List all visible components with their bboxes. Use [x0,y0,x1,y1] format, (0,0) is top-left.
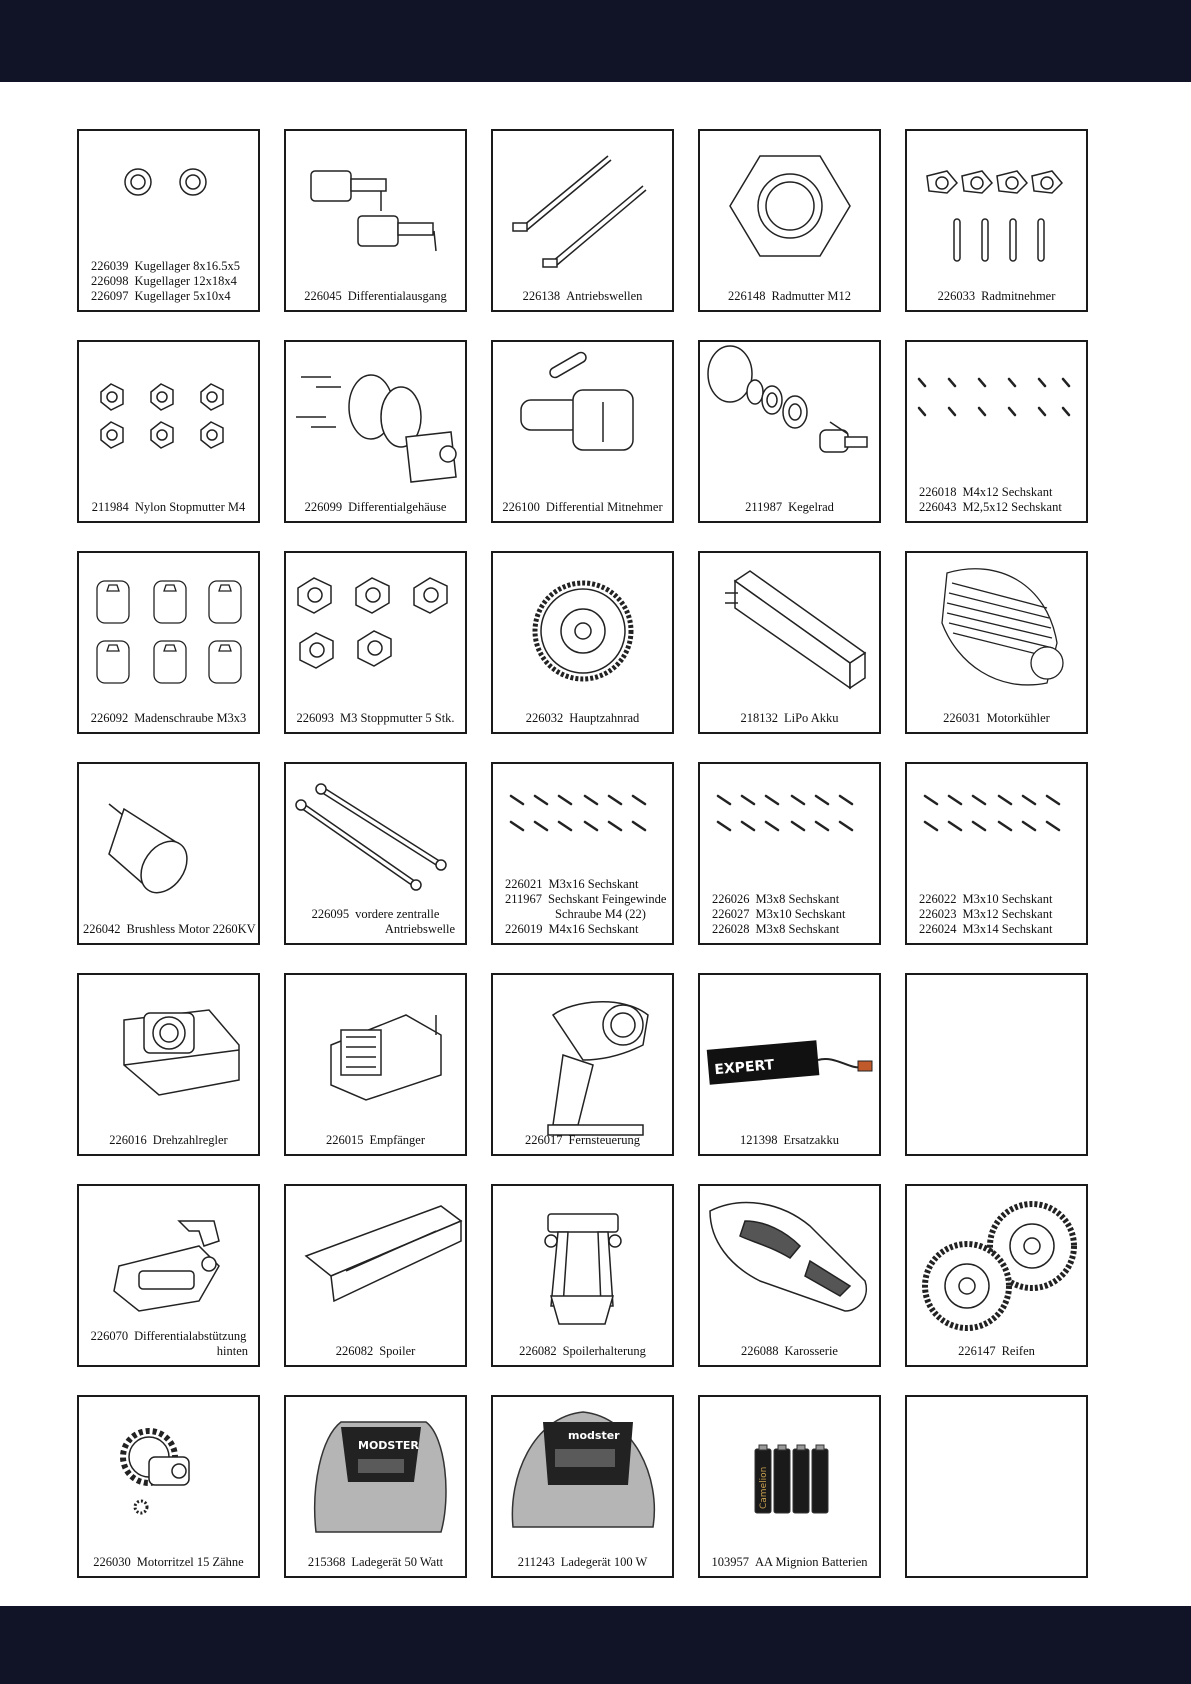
part-caption: 226031 Motorkühler [943,711,1050,725]
part-cell-103957 [698,1395,881,1578]
lipo-battery-icon [700,553,881,734]
body-shell-icon [700,1186,881,1367]
speed-controller-icon [79,975,260,1156]
spoiler-mount-icon [493,1186,674,1367]
part-cell-211984 [77,340,260,523]
part-cell-226017 [491,973,674,1156]
part-caption: 121398 Ersatzakku [739,1133,840,1147]
part-caption: 226030 Motorritzel 15 Zähne [93,1555,244,1569]
bevel-gear-icon [700,342,881,523]
part-cell-226031 [905,551,1088,734]
part-caption: 226099 Differentialgehäuse [304,500,447,514]
part-cell-226039 [77,129,260,312]
wheel-nut-icon [700,131,881,312]
spoiler-icon [286,1186,467,1367]
part-cell-226015 [284,973,467,1156]
pinion-gear-icon [79,1397,260,1578]
part-cell-226095 [284,762,467,945]
part-cell-211243 [491,1395,674,1578]
part-cell-226021 [491,762,674,945]
part-caption: 103957 AA Mignion Batterien [711,1555,868,1569]
part-caption: 211987 Kegelrad [745,500,834,514]
battery-pack-icon [700,975,881,1156]
part-caption: 226026 M3x8 Sechskant 226027 M3x10 Sechskant 226028 M3x8 Sechskant [712,892,846,936]
part-cell-211987 [698,340,881,523]
motor-heatsink-icon [907,553,1088,734]
set-screw-icon [79,553,260,734]
part-caption: 226017 Fernsteuerung [524,1133,640,1147]
part-caption: 226093 M3 Stoppmutter 5 Stk. [296,711,455,725]
part-caption: 226082 Spoilerhalterung [519,1344,646,1358]
part-caption: 211984 Nylon Stopmutter M4 [91,500,246,514]
part-caption: 226088 Karosserie [741,1344,838,1358]
aa-batteries-icon [700,1397,881,1578]
part-caption: 226070 Differentialabstützung hinten [90,1329,248,1358]
part-cell-226093 [284,551,467,734]
top-band [0,0,1191,82]
part-cell-226138 [491,129,674,312]
part-caption: 226095 vordere zentralle Antriebswelle [311,907,455,936]
wheel-hub-icon [907,131,1088,312]
part-cell-226082a [284,1184,467,1367]
charger-logo: modster [568,1429,620,1442]
receiver-icon [286,975,467,1156]
brushless-motor-icon [79,764,260,945]
part-cell-215368 [284,1395,467,1578]
differential-drive-cup-icon [493,342,674,523]
part-cell-226030 [77,1395,260,1578]
part-cell-226022 [905,762,1088,945]
part-caption: 226016 Drehzahlregler [109,1133,228,1147]
part-cell-226099 [284,340,467,523]
hex-nut-icon [79,342,260,523]
charger-icon [286,1397,467,1578]
part-caption: 226082 Spoiler [335,1344,416,1358]
part-caption: 226032 Hauptzahnrad [525,711,640,725]
empty-cell [905,973,1088,1156]
part-caption: 226015 Empfänger [325,1133,426,1147]
part-cell-226032 [491,551,674,734]
part-cell-226026 [698,762,881,945]
part-caption: 226100 Differential Mitnehmer [502,500,663,514]
part-caption: 211243 Ladegerät 100 W [517,1555,648,1569]
charger-logo: MODSTER [358,1439,419,1452]
tire-icon [907,1186,1088,1367]
part-cell-121398 [698,973,881,1156]
part-cell-226016 [77,973,260,1156]
spur-gear-icon [493,553,674,734]
differential-outdrive-icon [286,131,467,312]
part-caption: 226018 M4x12 Sechskant 226043 M2,5x12 Sechskant [919,485,1062,514]
part-cell-226148 [698,129,881,312]
part-cell-226088 [698,1184,881,1367]
lock-nut-icon [286,553,467,734]
part-cell-226092 [77,551,260,734]
part-cell-226033 [905,129,1088,312]
part-caption: 226021 M3x16 Sechskant 211967 Sechskant Feingewinde Schraube M4 (22) 226019 M4x16 Sechskant [505,877,667,936]
bottom-band [0,1606,1191,1684]
part-cell-226070 [77,1184,260,1367]
part-caption: 226022 M3x10 Sechskant 226023 M3x12 Sechskant 226024 M3x14 Sechskant [919,892,1053,936]
part-cell-226042 [77,762,260,945]
battery-logo: EXPERT [713,1057,775,1079]
part-cell-226045 [284,129,467,312]
empty-cell [905,1395,1088,1578]
battery-logo: Camelion [759,1466,769,1509]
part-caption: 218132 LiPo Akku [740,711,839,725]
transmitter-icon [493,975,674,1156]
part-caption: 226147 Reifen [958,1344,1035,1358]
part-caption: 226033 Radmitnehmer [937,289,1056,303]
part-cell-226018 [905,340,1088,523]
part-cell-226082b [491,1184,674,1367]
part-cell-218132 [698,551,881,734]
part-caption: 226042 Brushless Motor 2260KV [83,922,256,936]
part-caption: 226138 Antriebswellen [522,289,643,303]
drive-shaft-icon [493,131,674,312]
part-cell-226100 [491,340,674,523]
part-caption: 226045 Differentialausgang [304,289,447,303]
differential-case-icon [286,342,467,523]
part-caption: 215368 Ladegerät 50 Watt [307,1555,444,1569]
part-caption: 226148 Radmutter M12 [727,289,851,303]
charger-icon [493,1397,674,1578]
part-caption: 226039 Kugellager 8x16.5x5 226098 Kugellager 12x18x4 226097 Kugellager 5x10x4 [91,259,241,303]
part-cell-226147 [905,1184,1088,1367]
part-caption: 226092 Madenschraube M3x3 [90,711,247,725]
